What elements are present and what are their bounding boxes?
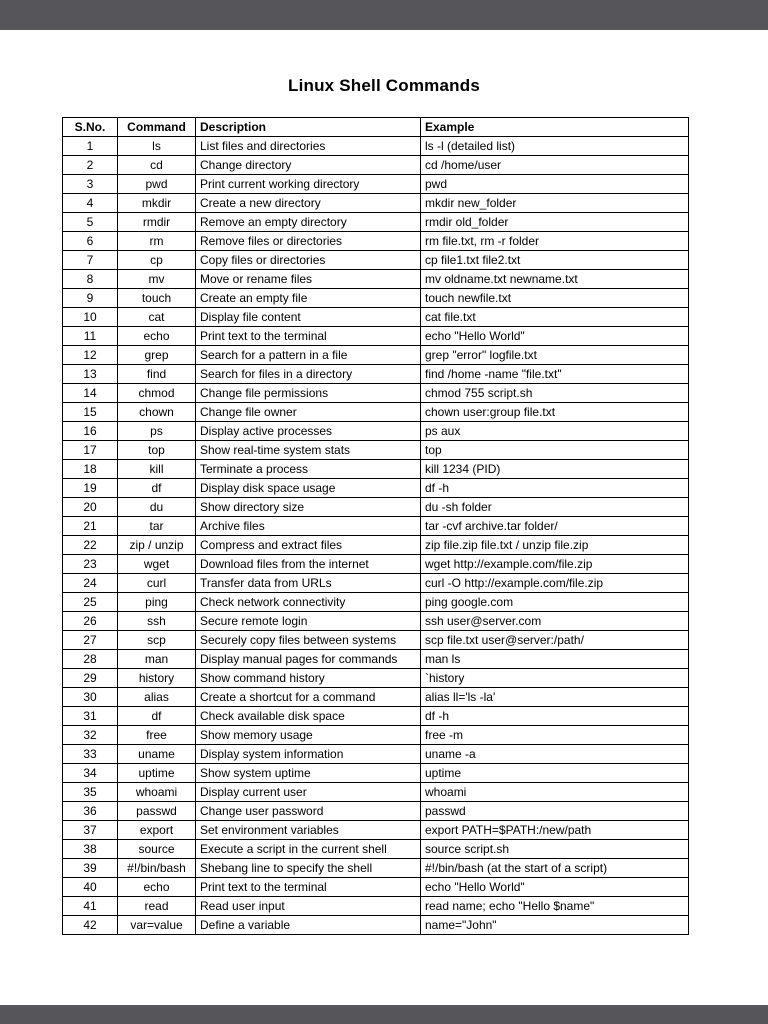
description-cell: Print current working directory — [196, 175, 421, 194]
sno-cell: 18 — [63, 460, 118, 479]
sno-cell: 13 — [63, 365, 118, 384]
sno-cell: 14 — [63, 384, 118, 403]
example-cell: #!/bin/bash (at the start of a script) — [421, 859, 689, 878]
example-cell: zip file.zip file.txt / unzip file.zip — [421, 536, 689, 555]
table-row — [63, 479, 689, 498]
command-cell: du — [118, 498, 196, 517]
example-cell: man ls — [421, 650, 689, 669]
command-cell: echo — [118, 878, 196, 897]
column-header-command: Command — [118, 118, 196, 137]
example-cell: uptime — [421, 764, 689, 783]
table-row — [63, 194, 689, 213]
sno-cell: 1 — [63, 137, 118, 156]
command-cell: grep — [118, 346, 196, 365]
description-cell: Check network connectivity — [196, 593, 421, 612]
command-cell: pwd — [118, 175, 196, 194]
description-cell: Shebang line to specify the shell — [196, 859, 421, 878]
command-cell: whoami — [118, 783, 196, 802]
table-row — [63, 612, 689, 631]
example-cell: scp file.txt user@server:/path/ — [421, 631, 689, 650]
table-row — [63, 726, 689, 745]
command-cell: wget — [118, 555, 196, 574]
description-cell: Print text to the terminal — [196, 878, 421, 897]
sno-cell: 3 — [63, 175, 118, 194]
description-cell: Show memory usage — [196, 726, 421, 745]
table-row — [63, 574, 689, 593]
sno-cell: 38 — [63, 840, 118, 859]
table-row — [63, 555, 689, 574]
description-cell: Show real-time system stats — [196, 441, 421, 460]
command-cell: ls — [118, 137, 196, 156]
example-cell: ls -l (detailed list) — [421, 137, 689, 156]
sno-cell: 25 — [63, 593, 118, 612]
sno-cell: 40 — [63, 878, 118, 897]
description-cell: List files and directories — [196, 137, 421, 156]
command-cell: df — [118, 707, 196, 726]
command-cell: uname — [118, 745, 196, 764]
example-cell: df -h — [421, 479, 689, 498]
command-cell: free — [118, 726, 196, 745]
table-row — [63, 688, 689, 707]
description-cell: Archive files — [196, 517, 421, 536]
table-row — [63, 498, 689, 517]
command-cell: mkdir — [118, 194, 196, 213]
description-cell: Check available disk space — [196, 707, 421, 726]
command-cell: zip / unzip — [118, 536, 196, 555]
example-cell: echo "Hello World" — [421, 327, 689, 346]
sno-cell: 2 — [63, 156, 118, 175]
table-row — [63, 308, 689, 327]
sno-cell: 5 — [63, 213, 118, 232]
description-cell: Define a variable — [196, 916, 421, 935]
example-cell: pwd — [421, 175, 689, 194]
table-row — [63, 783, 689, 802]
command-cell: touch — [118, 289, 196, 308]
sno-cell: 31 — [63, 707, 118, 726]
description-cell: Search for a pattern in a file — [196, 346, 421, 365]
description-cell: Show directory size — [196, 498, 421, 517]
sno-cell: 37 — [63, 821, 118, 840]
table-row — [63, 669, 689, 688]
table-row — [63, 289, 689, 308]
table-row — [63, 460, 689, 479]
description-cell: Transfer data from URLs — [196, 574, 421, 593]
sno-cell: 11 — [63, 327, 118, 346]
table-row — [63, 346, 689, 365]
description-cell: Show system uptime — [196, 764, 421, 783]
table-row — [63, 441, 689, 460]
command-cell: echo — [118, 327, 196, 346]
description-cell: Execute a script in the current shell — [196, 840, 421, 859]
example-cell: mkdir new_folder — [421, 194, 689, 213]
table-row — [63, 403, 689, 422]
page-title: Linux Shell Commands — [288, 76, 480, 95]
table-header-row — [63, 118, 689, 137]
viewer-bottom-bar — [0, 1005, 768, 1024]
example-cell: chown user:group file.txt — [421, 403, 689, 422]
command-cell: tar — [118, 517, 196, 536]
example-cell: rm file.txt, rm -r folder — [421, 232, 689, 251]
example-cell: rmdir old_folder — [421, 213, 689, 232]
example-cell: echo "Hello World" — [421, 878, 689, 897]
command-cell: find — [118, 365, 196, 384]
table-row — [63, 859, 689, 878]
example-cell: alias ll='ls -la' — [421, 688, 689, 707]
sno-cell: 36 — [63, 802, 118, 821]
command-cell: passwd — [118, 802, 196, 821]
example-cell: passwd — [421, 802, 689, 821]
example-cell: top — [421, 441, 689, 460]
command-cell: export — [118, 821, 196, 840]
command-cell: kill — [118, 460, 196, 479]
command-cell: chmod — [118, 384, 196, 403]
table-row — [63, 517, 689, 536]
sno-cell: 22 — [63, 536, 118, 555]
command-cell: chown — [118, 403, 196, 422]
table-row — [63, 650, 689, 669]
sno-cell: 4 — [63, 194, 118, 213]
example-cell: tar -cvf archive.tar folder/ — [421, 517, 689, 536]
command-cell: cd — [118, 156, 196, 175]
description-cell: Create an empty file — [196, 289, 421, 308]
description-cell: Display manual pages for commands — [196, 650, 421, 669]
sno-cell: 32 — [63, 726, 118, 745]
description-cell: Terminate a process — [196, 460, 421, 479]
command-cell: rmdir — [118, 213, 196, 232]
command-cell: cat — [118, 308, 196, 327]
example-cell: ps aux — [421, 422, 689, 441]
sno-cell: 28 — [63, 650, 118, 669]
description-cell: Display current user — [196, 783, 421, 802]
table-row — [63, 707, 689, 726]
table-row — [63, 593, 689, 612]
command-cell: rm — [118, 232, 196, 251]
command-cell: history — [118, 669, 196, 688]
sno-cell: 24 — [63, 574, 118, 593]
sno-cell: 41 — [63, 897, 118, 916]
commands-table — [62, 117, 689, 935]
table-row — [63, 878, 689, 897]
example-cell: whoami — [421, 783, 689, 802]
example-cell: `history — [421, 669, 689, 688]
table-row — [63, 745, 689, 764]
description-cell: Secure remote login — [196, 612, 421, 631]
description-cell: Create a new directory — [196, 194, 421, 213]
description-cell: Show command history — [196, 669, 421, 688]
example-cell: cd /home/user — [421, 156, 689, 175]
example-cell: touch newfile.txt — [421, 289, 689, 308]
example-cell: ssh user@server.com — [421, 612, 689, 631]
sno-cell: 21 — [63, 517, 118, 536]
command-cell: var=value — [118, 916, 196, 935]
sno-cell: 33 — [63, 745, 118, 764]
table-row — [63, 821, 689, 840]
command-cell: source — [118, 840, 196, 859]
table-row — [63, 764, 689, 783]
sno-cell: 9 — [63, 289, 118, 308]
example-cell: source script.sh — [421, 840, 689, 859]
table-row — [63, 422, 689, 441]
command-cell: ping — [118, 593, 196, 612]
description-cell: Change file permissions — [196, 384, 421, 403]
example-cell: grep "error" logfile.txt — [421, 346, 689, 365]
example-cell: uname -a — [421, 745, 689, 764]
description-cell: Move or rename files — [196, 270, 421, 289]
command-cell: read — [118, 897, 196, 916]
command-cell: top — [118, 441, 196, 460]
table-row — [63, 232, 689, 251]
example-cell: cp file1.txt file2.txt — [421, 251, 689, 270]
table-row — [63, 137, 689, 156]
table-row — [63, 175, 689, 194]
table-row — [63, 213, 689, 232]
table-header — [63, 118, 689, 137]
command-cell: ps — [118, 422, 196, 441]
example-cell: read name; echo "Hello $name" — [421, 897, 689, 916]
command-cell: cp — [118, 251, 196, 270]
description-cell: Download files from the internet — [196, 555, 421, 574]
table-row — [63, 631, 689, 650]
table-row — [63, 384, 689, 403]
table-row — [63, 802, 689, 821]
sno-cell: 20 — [63, 498, 118, 517]
table-row — [63, 840, 689, 859]
table-row — [63, 327, 689, 346]
sno-cell: 34 — [63, 764, 118, 783]
sno-cell: 12 — [63, 346, 118, 365]
description-cell: Read user input — [196, 897, 421, 916]
example-cell: curl -O http://example.com/file.zip — [421, 574, 689, 593]
example-cell: free -m — [421, 726, 689, 745]
example-cell: find /home -name "file.txt" — [421, 365, 689, 384]
sno-cell: 26 — [63, 612, 118, 631]
description-cell: Display disk space usage — [196, 479, 421, 498]
description-cell: Set environment variables — [196, 821, 421, 840]
description-cell: Print text to the terminal — [196, 327, 421, 346]
sno-cell: 42 — [63, 916, 118, 935]
description-cell: Display active processes — [196, 422, 421, 441]
command-cell: alias — [118, 688, 196, 707]
sno-cell: 19 — [63, 479, 118, 498]
column-header-description: Description — [196, 118, 421, 137]
description-cell: Display file content — [196, 308, 421, 327]
document-page — [0, 30, 768, 1005]
description-cell: Search for files in a directory — [196, 365, 421, 384]
description-cell: Display system information — [196, 745, 421, 764]
sno-cell: 27 — [63, 631, 118, 650]
example-cell: kill 1234 (PID) — [421, 460, 689, 479]
example-cell: df -h — [421, 707, 689, 726]
description-cell: Securely copy files between systems — [196, 631, 421, 650]
description-cell: Change user password — [196, 802, 421, 821]
sno-cell: 39 — [63, 859, 118, 878]
command-cell: ssh — [118, 612, 196, 631]
description-cell: Create a shortcut for a command — [196, 688, 421, 707]
command-cell: mv — [118, 270, 196, 289]
sno-cell: 35 — [63, 783, 118, 802]
description-cell: Copy files or directories — [196, 251, 421, 270]
sno-cell: 29 — [63, 669, 118, 688]
command-cell: scp — [118, 631, 196, 650]
example-cell: chmod 755 script.sh — [421, 384, 689, 403]
description-cell: Remove files or directories — [196, 232, 421, 251]
table-row — [63, 270, 689, 289]
command-cell: man — [118, 650, 196, 669]
description-cell: Remove an empty directory — [196, 213, 421, 232]
sno-cell: 8 — [63, 270, 118, 289]
table-row — [63, 916, 689, 935]
table-row — [63, 365, 689, 384]
column-header-sno: S.No. — [63, 118, 118, 137]
sno-cell: 7 — [63, 251, 118, 270]
command-cell: #!/bin/bash — [118, 859, 196, 878]
table-row — [63, 897, 689, 916]
sno-cell: 16 — [63, 422, 118, 441]
sno-cell: 23 — [63, 555, 118, 574]
table-row — [63, 536, 689, 555]
example-cell: export PATH=$PATH:/new/path — [421, 821, 689, 840]
example-cell: name="John" — [421, 916, 689, 935]
command-cell: curl — [118, 574, 196, 593]
viewer-top-bar — [0, 0, 768, 30]
command-cell: uptime — [118, 764, 196, 783]
sno-cell: 15 — [63, 403, 118, 422]
description-cell: Compress and extract files — [196, 536, 421, 555]
example-cell: du -sh folder — [421, 498, 689, 517]
description-cell: Change directory — [196, 156, 421, 175]
example-cell: ping google.com — [421, 593, 689, 612]
example-cell: wget http://example.com/file.zip — [421, 555, 689, 574]
sno-cell: 6 — [63, 232, 118, 251]
example-cell: mv oldname.txt newname.txt — [421, 270, 689, 289]
sno-cell: 17 — [63, 441, 118, 460]
sno-cell: 10 — [63, 308, 118, 327]
description-cell: Change file owner — [196, 403, 421, 422]
command-cell: df — [118, 479, 196, 498]
table-body — [63, 137, 689, 935]
example-cell: cat file.txt — [421, 308, 689, 327]
table-row — [63, 156, 689, 175]
table-row — [63, 251, 689, 270]
column-header-example: Example — [421, 118, 689, 137]
sno-cell: 30 — [63, 688, 118, 707]
